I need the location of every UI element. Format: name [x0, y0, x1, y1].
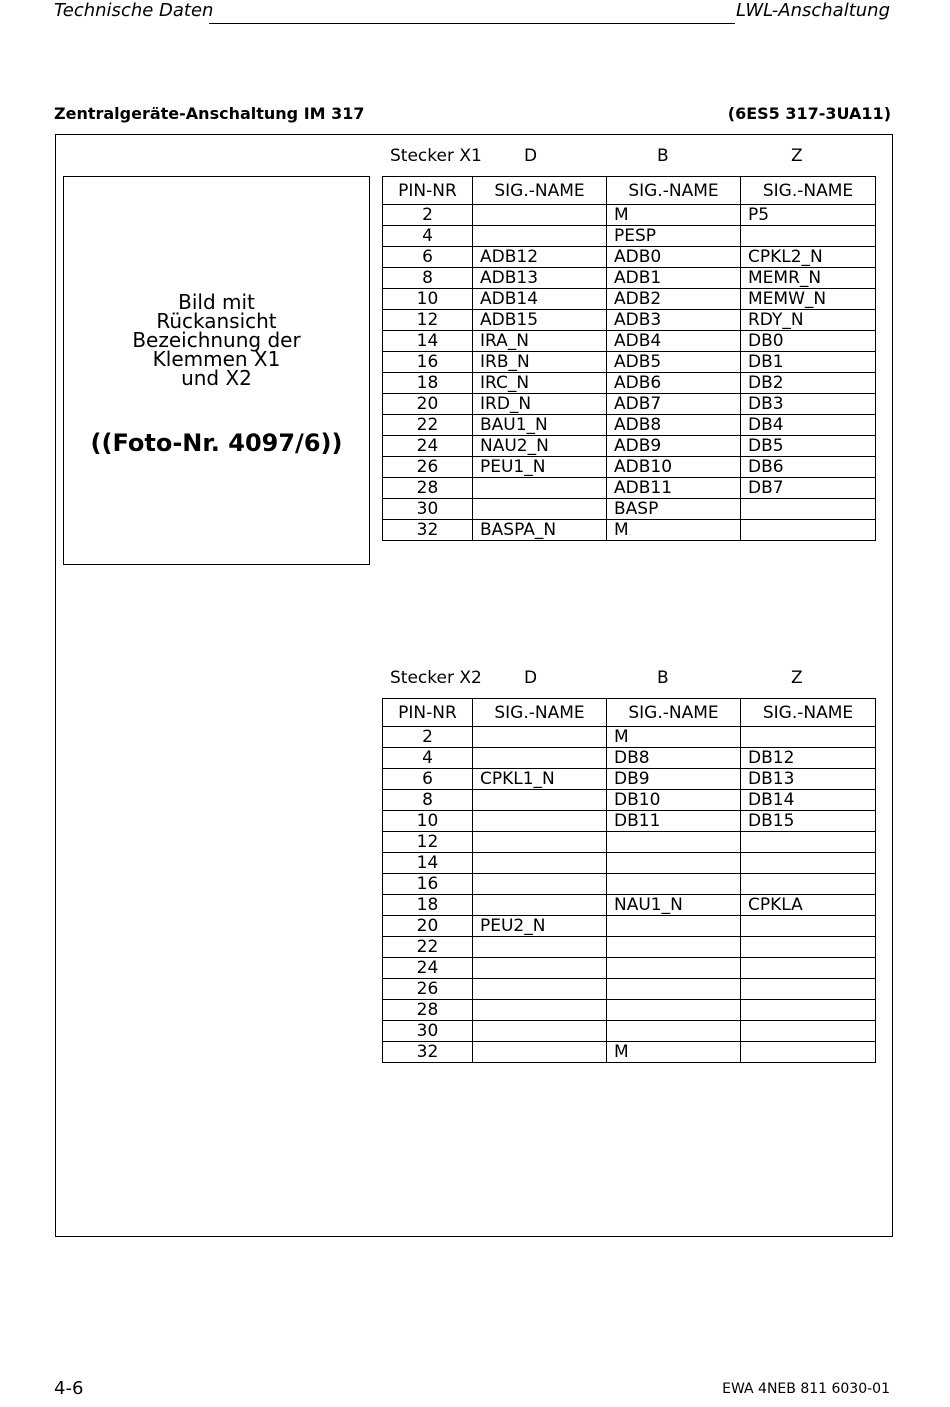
- signal-z-cell: P5: [741, 205, 876, 226]
- pin-cell: 4: [383, 748, 473, 769]
- signal-z-cell: DB14: [741, 790, 876, 811]
- pin-cell: 6: [383, 769, 473, 790]
- connector-x1-label: Stecker X1: [390, 146, 482, 166]
- table-row: [383, 769, 876, 790]
- signal-d-cell: ADB15: [473, 310, 607, 331]
- signal-b-cell: [607, 937, 741, 958]
- table-row: [383, 748, 876, 769]
- signal-z-cell: [741, 520, 876, 541]
- pin-cell: 10: [383, 811, 473, 832]
- signal-b-cell: ADB10: [607, 457, 741, 478]
- signal-d-cell: [473, 205, 607, 226]
- signal-b-cell: [607, 979, 741, 1000]
- signal-d-cell: [473, 853, 607, 874]
- signal-b-cell: DB9: [607, 769, 741, 790]
- table-row: [383, 916, 876, 937]
- order-number: (6ES5 317-3UA11): [727, 104, 891, 123]
- table-row: [383, 499, 876, 520]
- signal-d-cell: [473, 226, 607, 247]
- pin-cell: 6: [383, 247, 473, 268]
- signal-d-cell: [473, 958, 607, 979]
- table-row: [383, 1042, 876, 1063]
- signal-z-cell: [741, 853, 876, 874]
- signal-z-cell: MEMW_N: [741, 289, 876, 310]
- table-row: [383, 1021, 876, 1042]
- signal-z-cell: [741, 727, 876, 748]
- signal-d-cell: ADB14: [473, 289, 607, 310]
- photo-caption-line: Rückansicht: [156, 309, 277, 333]
- table-row: [383, 205, 876, 226]
- connector-x1-col-d: D: [524, 146, 538, 166]
- signal-d-cell: BASPA_N: [473, 520, 607, 541]
- signal-d-cell: NAU2_N: [473, 436, 607, 457]
- signal-d-cell: [473, 1021, 607, 1042]
- signal-d-cell: [473, 1042, 607, 1063]
- signal-b-cell: BASP: [607, 499, 741, 520]
- signal-b-cell: ADB3: [607, 310, 741, 331]
- signal-z-cell: DB6: [741, 457, 876, 478]
- signal-z-cell: DB2: [741, 373, 876, 394]
- signal-z-cell: RDY_N: [741, 310, 876, 331]
- pin-cell: 18: [383, 373, 473, 394]
- signal-b-cell: M: [607, 205, 741, 226]
- photo-caption: [64, 290, 369, 390]
- signal-b-cell: [607, 916, 741, 937]
- pin-cell: 16: [383, 352, 473, 373]
- signal-z-cell: [741, 979, 876, 1000]
- table-row: [383, 811, 876, 832]
- table-row: [383, 832, 876, 853]
- signal-d-cell: [473, 937, 607, 958]
- header-signal-z: SIG.-NAME: [741, 699, 876, 727]
- header-chapter: Technische Daten: [54, 0, 214, 21]
- header-signal-b: SIG.-NAME: [607, 177, 741, 205]
- signal-z-cell: [741, 832, 876, 853]
- signal-b-cell: ADB0: [607, 247, 741, 268]
- table-row: [383, 478, 876, 499]
- section-title: Zentralgeräte-Anschaltung IM 317: [54, 104, 365, 123]
- table-row: [383, 394, 876, 415]
- pin-cell: 24: [383, 958, 473, 979]
- signal-d-cell: [473, 1000, 607, 1021]
- signal-z-cell: MEMR_N: [741, 268, 876, 289]
- pin-cell: 20: [383, 394, 473, 415]
- signal-d-cell: [473, 874, 607, 895]
- connector-x2-label: Stecker X2: [390, 668, 482, 688]
- header-signal-b: SIG.-NAME: [607, 699, 741, 727]
- signal-b-cell: M: [607, 520, 741, 541]
- signal-b-cell: ADB7: [607, 394, 741, 415]
- connector-x1-col-b: B: [657, 146, 669, 166]
- signal-z-cell: DB3: [741, 394, 876, 415]
- table-row: [383, 268, 876, 289]
- table-row: [383, 895, 876, 916]
- pin-cell: 12: [383, 310, 473, 331]
- header-signal-d: SIG.-NAME: [473, 699, 607, 727]
- signal-z-cell: DB5: [741, 436, 876, 457]
- signal-d-cell: [473, 499, 607, 520]
- signal-d-cell: [473, 790, 607, 811]
- pin-cell: 14: [383, 331, 473, 352]
- header-rule: [209, 23, 735, 24]
- pin-cell: 4: [383, 226, 473, 247]
- connector-x2-table: [382, 698, 876, 1063]
- pin-cell: 18: [383, 895, 473, 916]
- signal-z-cell: [741, 499, 876, 520]
- signal-z-cell: [741, 1042, 876, 1063]
- signal-d-cell: PEU2_N: [473, 916, 607, 937]
- signal-b-cell: DB11: [607, 811, 741, 832]
- signal-d-cell: IRC_N: [473, 373, 607, 394]
- photo-caption-line: Bild mit: [178, 290, 255, 314]
- signal-b-cell: ADB6: [607, 373, 741, 394]
- table-header-row: [383, 177, 876, 205]
- table-row: [383, 1000, 876, 1021]
- connector-x1-col-z: Z: [791, 146, 803, 166]
- signal-z-cell: CPKLA: [741, 895, 876, 916]
- pin-cell: 8: [383, 790, 473, 811]
- signal-b-cell: M: [607, 727, 741, 748]
- signal-d-cell: [473, 979, 607, 1000]
- signal-b-cell: ADB9: [607, 436, 741, 457]
- page-number: 4-6: [54, 1378, 84, 1399]
- signal-d-cell: [473, 811, 607, 832]
- pin-cell: 28: [383, 478, 473, 499]
- signal-d-cell: IRD_N: [473, 394, 607, 415]
- signal-b-cell: DB8: [607, 748, 741, 769]
- table-row: [383, 874, 876, 895]
- pin-cell: 26: [383, 457, 473, 478]
- photo-caption-line: und X2: [181, 366, 252, 390]
- pin-cell: 14: [383, 853, 473, 874]
- pin-cell: 10: [383, 289, 473, 310]
- signal-d-cell: IRB_N: [473, 352, 607, 373]
- signal-b-cell: [607, 1021, 741, 1042]
- signal-z-cell: DB13: [741, 769, 876, 790]
- pin-cell: 16: [383, 874, 473, 895]
- pin-cell: 32: [383, 520, 473, 541]
- table-row: [383, 226, 876, 247]
- pin-cell: 12: [383, 832, 473, 853]
- signal-b-cell: M: [607, 1042, 741, 1063]
- table-row: [383, 310, 876, 331]
- pin-cell: 22: [383, 415, 473, 436]
- table-header-row: [383, 699, 876, 727]
- signal-z-cell: [741, 1000, 876, 1021]
- pin-cell: 2: [383, 205, 473, 226]
- signal-d-cell: PEU1_N: [473, 457, 607, 478]
- pin-cell: 22: [383, 937, 473, 958]
- table-row: [383, 853, 876, 874]
- signal-z-cell: [741, 874, 876, 895]
- signal-b-cell: [607, 1000, 741, 1021]
- signal-b-cell: NAU1_N: [607, 895, 741, 916]
- signal-d-cell: [473, 478, 607, 499]
- signal-z-cell: DB15: [741, 811, 876, 832]
- table-row: [383, 727, 876, 748]
- connector-x2-col-z: Z: [791, 668, 803, 688]
- signal-b-cell: [607, 958, 741, 979]
- table-row: [383, 331, 876, 352]
- header-signal-z: SIG.-NAME: [741, 177, 876, 205]
- photo-caption-line: Klemmen X1: [152, 347, 281, 371]
- table-row: [383, 979, 876, 1000]
- signal-b-cell: ADB8: [607, 415, 741, 436]
- pin-cell: 30: [383, 1021, 473, 1042]
- pin-cell: 2: [383, 727, 473, 748]
- signal-b-cell: ADB4: [607, 331, 741, 352]
- table-row: [383, 352, 876, 373]
- signal-z-cell: CPKL2_N: [741, 247, 876, 268]
- signal-b-cell: PESP: [607, 226, 741, 247]
- connector-x2-col-d: D: [524, 668, 538, 688]
- table-row: [383, 457, 876, 478]
- header-pin: PIN-NR: [383, 177, 473, 205]
- header-section: LWL-Anschaltung: [736, 0, 890, 21]
- pin-cell: 20: [383, 916, 473, 937]
- table-row: [383, 247, 876, 268]
- photo-placeholder: [63, 176, 370, 565]
- signal-b-cell: DB10: [607, 790, 741, 811]
- signal-z-cell: DB7: [741, 478, 876, 499]
- signal-d-cell: IRA_N: [473, 331, 607, 352]
- table-row: [383, 289, 876, 310]
- signal-b-cell: ADB1: [607, 268, 741, 289]
- header-signal-d: SIG.-NAME: [473, 177, 607, 205]
- signal-z-cell: DB1: [741, 352, 876, 373]
- signal-b-cell: [607, 832, 741, 853]
- signal-d-cell: [473, 748, 607, 769]
- table-row: [383, 790, 876, 811]
- pin-cell: 28: [383, 1000, 473, 1021]
- signal-d-cell: BAU1_N: [473, 415, 607, 436]
- signal-b-cell: ADB5: [607, 352, 741, 373]
- table-row: [383, 373, 876, 394]
- signal-z-cell: DB4: [741, 415, 876, 436]
- pin-cell: 8: [383, 268, 473, 289]
- signal-b-cell: ADB11: [607, 478, 741, 499]
- connector-x1-table: [382, 176, 876, 541]
- signal-z-cell: [741, 937, 876, 958]
- signal-b-cell: [607, 853, 741, 874]
- pin-cell: 24: [383, 436, 473, 457]
- signal-z-cell: DB0: [741, 331, 876, 352]
- signal-b-cell: [607, 874, 741, 895]
- pin-cell: 26: [383, 979, 473, 1000]
- signal-d-cell: [473, 832, 607, 853]
- signal-d-cell: CPKL1_N: [473, 769, 607, 790]
- photo-caption-line: Bezeichnung der: [132, 328, 301, 352]
- signal-d-cell: [473, 895, 607, 916]
- header-pin: PIN-NR: [383, 699, 473, 727]
- signal-z-cell: [741, 958, 876, 979]
- signal-d-cell: ADB13: [473, 268, 607, 289]
- signal-z-cell: [741, 1021, 876, 1042]
- signal-z-cell: DB12: [741, 748, 876, 769]
- connector-x2-col-b: B: [657, 668, 669, 688]
- table-row: [383, 520, 876, 541]
- table-row: [383, 937, 876, 958]
- table-row: [383, 415, 876, 436]
- table-row: [383, 436, 876, 457]
- signal-z-cell: [741, 226, 876, 247]
- signal-b-cell: ADB2: [607, 289, 741, 310]
- pin-cell: 32: [383, 1042, 473, 1063]
- pin-cell: 30: [383, 499, 473, 520]
- signal-z-cell: [741, 916, 876, 937]
- photo-number: ((Foto-Nr. 4097/6)): [90, 429, 343, 457]
- signal-d-cell: [473, 727, 607, 748]
- document-number: EWA 4NEB 811 6030-01: [722, 1381, 890, 1397]
- signal-d-cell: ADB12: [473, 247, 607, 268]
- table-row: [383, 958, 876, 979]
